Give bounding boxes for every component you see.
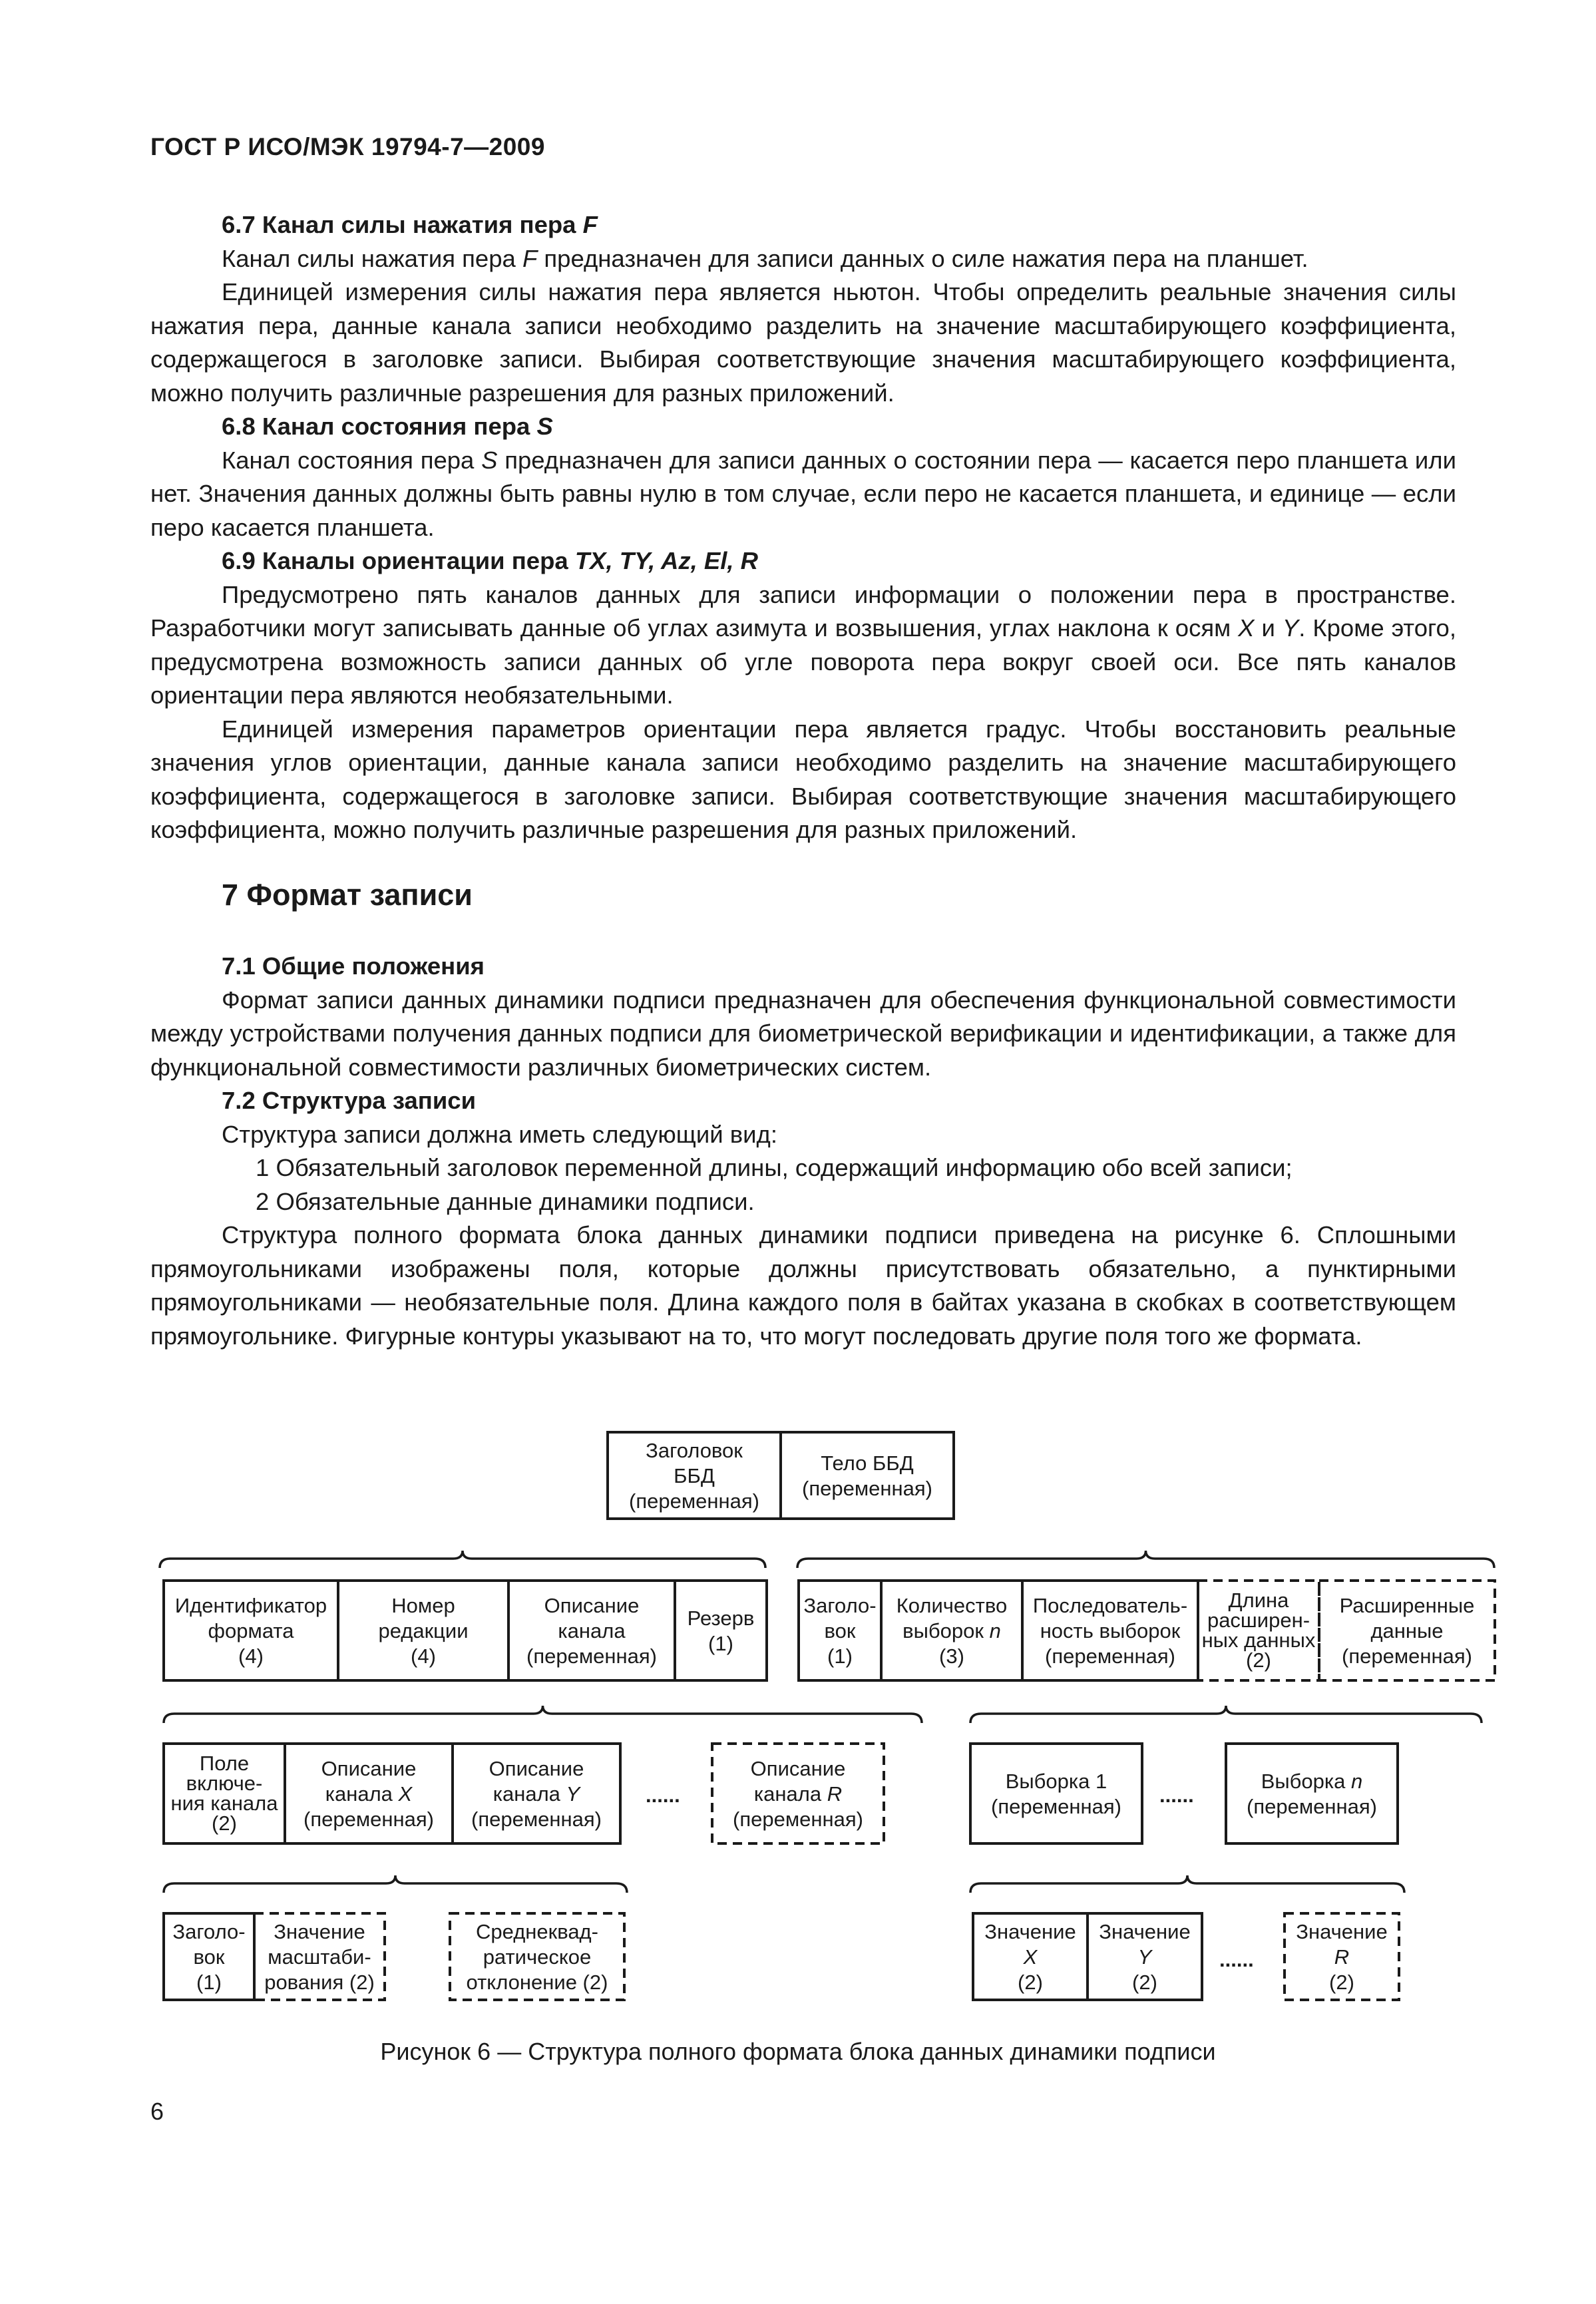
section-7-2-title: 7.2 Структура записи [222,1087,477,1114]
svg-text:(1): (1) [196,1970,222,1994]
svg-text:Длина: Длина [1228,1589,1289,1613]
svg-text:Описание: Описание [544,1593,640,1617]
svg-text:(переменная): (переменная) [802,1476,932,1500]
section-7-sub-block [150,950,1456,1353]
box-row1-right-1 [799,1581,881,1680]
svg-text:ния канала: ния канала [170,1792,278,1816]
svg-text:Номер: Номер [391,1593,455,1617]
svg-text:Тело ББД: Тело ББД [821,1451,914,1475]
svg-text:Последователь-: Последователь- [1032,1593,1188,1617]
svg-text:рования (2): рования (2) [264,1970,375,1994]
box-bbd-body [781,1432,954,1519]
section-7-1-title: 7.1 Общие положения [222,952,485,980]
box-bbd-header [608,1432,781,1519]
box-std-deviation [450,1913,624,2000]
box-value-y [1088,1913,1202,2000]
box-row1-left-4 [675,1581,767,1680]
svg-text:(переменная): (переменная) [991,1794,1121,1818]
svg-text:данные: данные [1370,1619,1444,1642]
svg-text:Описание: Описание [489,1756,584,1780]
document-header: ГОСТ Р ИСО/МЭК 19794-7—2009 [150,133,545,160]
svg-text:расширен-: расширен- [1207,1609,1310,1632]
svg-text:(2): (2) [1132,1970,1157,1994]
section-7-title: 7 Формат записи [222,878,473,912]
box-row1-left-3 [508,1581,675,1680]
box-channel-inclusion [164,1744,285,1843]
svg-text:канала Y: канала Y [493,1782,580,1806]
svg-text:Значение: Значение [1099,1919,1191,1943]
svg-text:ных данных: ных данных [1201,1629,1316,1652]
svg-text:Описание: Описание [750,1756,846,1780]
svg-text:ность выборок: ность выборок [1040,1619,1181,1642]
svg-text:выборок n: выборок n [902,1619,1001,1642]
box-value-r [1285,1913,1399,2000]
brace-channel-description [164,1706,922,1723]
svg-text:вок: вок [824,1619,856,1642]
page-number: 6 [150,2098,164,2125]
section-6-7-para-1: Канал силы нажатия пера F предназначен для записи данных о силе нажатия пера на планшет. [222,244,1308,272]
section-6-9-para-2: Единицей измерения параметров ориентации пера является градус. Чтобы восстановить реальные значения углов ориентации, данные канала записи необходимо разделить на значение масштабирующего коэффициента, содержащегося в заголовке записи. Выбирая соответствующие значения масштабирующего коэффициента, можно получить различные разрешения для разных приложений. [150,715,1456,843]
svg-text:(3): (3) [939,1644,964,1668]
svg-text:(переменная): (переменная) [471,1807,602,1831]
svg-text:(переменная): (переменная) [1247,1794,1377,1818]
svg-text:Значение: Значение [274,1919,365,1943]
svg-text:ратическое: ратическое [483,1945,592,1969]
brace-header-group [160,1551,765,1568]
brace-sample-values [970,1875,1404,1893]
svg-text:Резерв: Резерв [687,1606,755,1630]
box-row1-right-3 [1022,1581,1198,1680]
box-row1-right-2 [881,1581,1022,1680]
box-channel-y [453,1744,620,1843]
section-6-7-para-2: Единицей измерения силы нажатия пера является ньютон. Чтобы определить реальные значения силы нажатия пера, данные канала записи необходимо разделить на значение масштабирующего коэффициента, содержащегося в заголовке записи. Выбирая соответствующие значения масштабирующего коэффициента, можно получить различные разрешения для разных приложений. [150,278,1456,407]
svg-text:отклонение (2): отклонение (2) [466,1970,608,1994]
svg-text:Значение: Значение [984,1919,1076,1943]
svg-text:Значение: Значение [1296,1919,1388,1943]
svg-text:(переменная): (переменная) [1045,1644,1175,1668]
box-scaling-value [254,1913,385,2000]
box-sample-1 [970,1744,1142,1843]
brace-body-group [797,1551,1494,1568]
svg-text:Заголовок: Заголовок [646,1438,743,1462]
svg-text:Идентификатор: Идентификатор [174,1593,327,1617]
svg-text:Выборка 1: Выборка 1 [1005,1769,1107,1793]
brace-samples [970,1706,1482,1723]
svg-text:(переменная): (переменная) [1342,1644,1472,1668]
box-row1-right-4 [1198,1581,1319,1680]
box-channel-x [285,1744,453,1843]
svg-text:X: X [1023,1945,1038,1969]
list-item-1: 1 Обязательный заголовок переменной длины, содержащий информацию обо всей записи; [256,1154,1293,1181]
svg-text:вок: вок [193,1945,225,1969]
svg-text:(переменная): (переменная) [629,1489,759,1513]
brace-channel-fields [164,1875,627,1893]
box-row1-left-1 [164,1581,338,1680]
svg-text:включе-: включе- [186,1772,263,1796]
list-item-2: 2 Обязательные данные динамики подписи. [256,1187,755,1215]
svg-text:масштаби-: масштаби- [268,1945,371,1969]
svg-text:(2): (2) [1329,1970,1354,1994]
box-channel-header [164,1913,254,2000]
section-6-8-para-1: Канал состояния пера S предназначен для записи данных о состоянии пера — касается перо планшета или нет. Значения данных должны быть равны нулю в том случае, если перо не касается планшета, и единице — если перо касается планшета. [150,446,1456,541]
box-sample-n [1226,1744,1398,1843]
svg-text:Заголо-: Заголо- [803,1593,877,1617]
section-6-8-title: 6.8 Канал состояния пера S [222,413,553,440]
section-6-9-title: 6.9 Каналы ориентации пера TX, TY, Az, El, R [222,547,759,574]
section-7-1-para-1: Формат записи данных динамики подписи предназначен для обеспечения функциональной совместимости между устройствами получения данных подписи для биометрической верификации и идентификации, а также для функциональной совместимости различных биометрических систем. [150,986,1456,1081]
svg-text:(2): (2) [1018,1970,1043,1994]
svg-text:редакции: редакции [378,1619,469,1642]
svg-text:канала X: канала X [325,1782,413,1806]
figure-6-diagram [0,1404,1596,2030]
section-6-9-para-1: Предусмотрено пять каналов данных для записи информации о положении пера в пространстве. Разработчики могут записывать данные об углах азимута и возвышения, углах наклона к осям X и Y. Кроме этого, предусмотрена возможность записи данных об угле поворота пера вокруг своей оси. Все пять каналов ориентации пера являются необязательными. [150,580,1456,709]
svg-text:ББД: ББД [674,1463,715,1487]
svg-text:(4): (4) [238,1644,264,1668]
section-6-block [150,208,1456,847]
svg-text:формата: формата [208,1619,294,1642]
ellipsis-samples: ...... [1159,1784,1194,1807]
section-6-7-title: 6.7 Канал силы нажатия пера F [222,211,598,238]
svg-text:Расширенные: Расширенные [1339,1593,1475,1617]
svg-text:(1): (1) [708,1631,733,1655]
figure-caption: Рисунок 6 — Структура полного формата блока данных динамики подписи [380,2038,1216,2065]
svg-text:(1): (1) [827,1644,853,1668]
svg-text:Выборка n: Выборка n [1261,1769,1363,1793]
svg-text:(переменная): (переменная) [526,1644,657,1668]
svg-text:(2): (2) [212,1812,237,1835]
svg-text:(4): (4) [411,1644,436,1668]
svg-text:канала R: канала R [753,1782,843,1806]
ellipsis-channels: ...... [646,1784,680,1807]
box-channel-r [712,1744,884,1843]
section-7-2-para-1: Структура записи должна иметь следующий вид: [222,1120,777,1148]
svg-text:Среднеквад-: Среднеквад- [476,1919,598,1943]
svg-text:канала: канала [558,1619,626,1642]
box-row1-right-5 [1319,1581,1495,1680]
box-value-x [973,1913,1088,2000]
section-7-block [150,878,1456,912]
svg-text:Количество: Количество [896,1593,1008,1617]
svg-text:(переменная): (переменная) [733,1807,863,1831]
box-row1-left-2 [338,1581,508,1680]
svg-text:Заголо-: Заголо- [172,1919,246,1943]
svg-text:Описание: Описание [321,1756,417,1780]
svg-text:R: R [1334,1945,1350,1969]
svg-text:(2): (2) [1246,1648,1271,1672]
svg-text:Y: Y [1137,1945,1152,1969]
ellipsis-values: ...... [1219,1948,1254,1971]
svg-text:Поле: Поле [199,1752,250,1776]
section-7-2-para-2: Структура полного формата блока данных динамики подписи приведена на рисунке 6. Сплошными прямоугольниками изображены поля, которые должны присутствовать обязательно, а пунктирными прямоугольниками — необязательные поля. Длина каждого поля в байтах указана в скобках в соответствующем прямоугольнике. Фигурные контуры указывают на то, что могут последовать другие поля того же формата. [150,1221,1456,1350]
svg-text:(переменная): (переменная) [303,1807,434,1831]
